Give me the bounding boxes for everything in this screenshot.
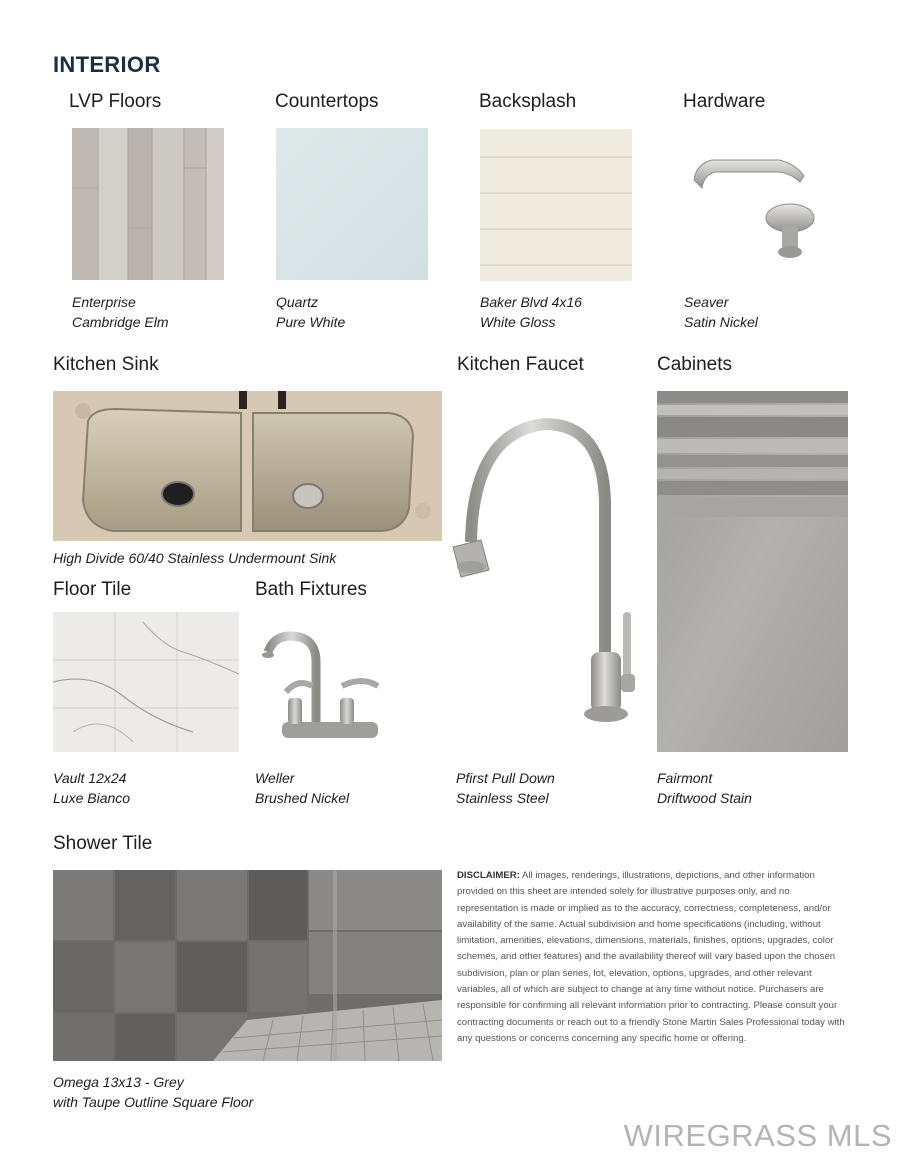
floor-tile-heading: Floor Tile — [53, 579, 132, 600]
cabinets-caption-line2: Driftwood Stain — [657, 790, 752, 806]
countertops-caption-line2: Pure White — [276, 314, 346, 330]
cabinets-caption-line1: Fairmont — [657, 770, 713, 786]
section-title: INTERIOR — [53, 52, 161, 77]
backsplash-caption-line2: White Gloss — [480, 314, 556, 330]
hardware-image — [684, 128, 836, 280]
floor-tile-caption-line1: Vault 12x24 — [53, 770, 127, 786]
bath-fixtures-image — [258, 622, 398, 748]
kitchen-faucet-caption-line2: Stainless Steel — [456, 790, 549, 806]
backsplash-swatch — [480, 129, 632, 281]
lvp-floors-heading: LVP Floors — [69, 91, 162, 112]
cabinets-swatch — [657, 391, 848, 752]
bath-fixtures-heading: Bath Fixtures — [255, 579, 367, 600]
cabinets-heading: Cabinets — [657, 354, 732, 375]
shower-tile-image — [53, 870, 442, 1061]
shower-tile-heading: Shower Tile — [53, 833, 153, 854]
kitchen-faucet-caption-line1: Pfirst Pull Down — [456, 770, 555, 786]
kitchen-sink-caption: High Divide 60/40 Stainless Undermount Sink — [53, 550, 337, 566]
watermark: WIREGRASS MLS — [623, 1118, 892, 1153]
kitchen-sink-heading: Kitchen Sink — [53, 354, 159, 375]
lvp-floors-caption-line2: Cambridge Elm — [72, 314, 169, 330]
countertops-swatch — [276, 128, 428, 280]
countertops-heading: Countertops — [275, 91, 379, 112]
lvp-floors-swatch — [72, 128, 224, 280]
shower-tile-caption-line1: Omega 13x13 - Grey — [53, 1074, 184, 1090]
disclaimer-label: DISCLAIMER: — [457, 870, 520, 881]
kitchen-faucet-heading: Kitchen Faucet — [457, 354, 584, 375]
lvp-floors-caption-line1: Enterprise — [72, 294, 136, 310]
kitchen-sink-image — [53, 391, 442, 541]
shower-tile-caption-line2: with Taupe Outline Square Floor — [53, 1094, 254, 1110]
bath-fixtures-caption-line2: Brushed Nickel — [255, 790, 350, 806]
backsplash-heading: Backsplash — [479, 91, 577, 112]
disclaimer-text: All images, renderings, illustrations, depictions, and other information provided on this sheet are intended solely for illustrative purposes only, and no representation is made or implied as to the accuracy, correctness, completeness, and/or availability of the same. Actual subdivision and home specifications (including, without limitation, amenities, elevations, dimensions, materials, finishes, options, upgrades, color schemes, and other features) and the availability thereof will vary based upon the chosen subdivision, plan or plan series, lot, elevation, options, upgrades, and other relevant variables, all of which are subject to change at any time without notice. Purchasers are responsible for confirming all relevant information prior to contracting. Please consult your contracting documents or reach out to a friendly Stone Martin Sales Professional today with any questions or concerns concerning any specific home or offering. — [457, 870, 845, 1044]
hardware-caption-line1: Seaver — [684, 294, 729, 310]
kitchen-faucet-image — [445, 412, 640, 730]
countertops-caption-line1: Quartz — [276, 294, 319, 310]
backsplash-caption-line1: Baker Blvd 4x16 — [480, 294, 582, 310]
floor-tile-caption-line2: Luxe Bianco — [53, 790, 131, 806]
bath-fixtures-caption-line1: Weller — [255, 770, 295, 786]
disclaimer — [457, 868, 849, 1047]
hardware-caption-line2: Satin Nickel — [684, 314, 758, 330]
floor-tile-swatch — [53, 612, 239, 752]
hardware-heading: Hardware — [683, 91, 766, 112]
